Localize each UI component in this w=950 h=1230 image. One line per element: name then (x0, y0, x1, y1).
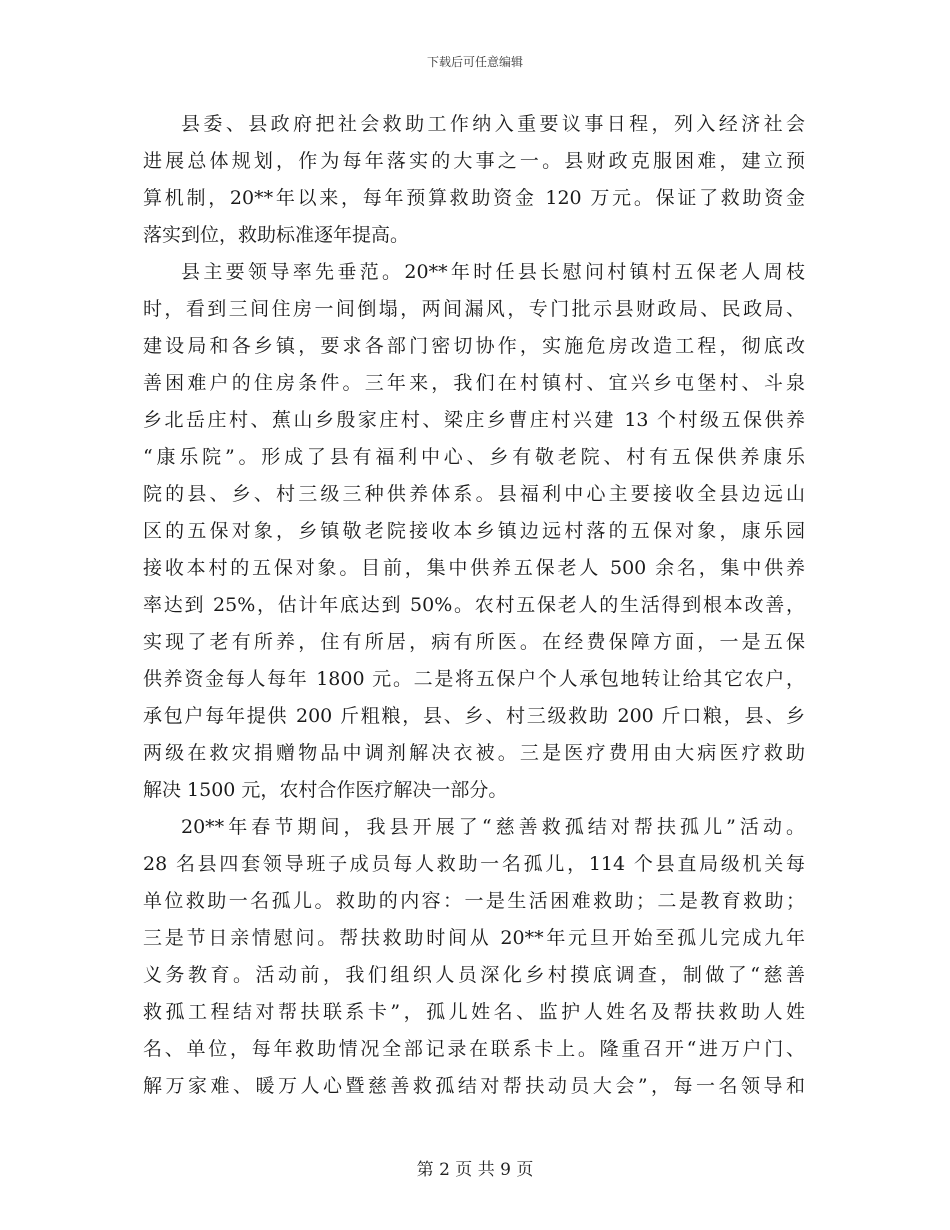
text-line: 算机制，20**年以来，每年预算救助资金 120 万元。保证了救助资金 (143, 187, 805, 209)
text-line: 供养资金每人每年 1800 元。二是将五保户个人承包地转让给其它农户， (143, 668, 805, 690)
document-body (143, 106, 805, 1105)
text-line: 县委、县政府把社会救助工作纳入重要议事日程，列入经济社会 (181, 113, 805, 135)
page-header: 下载后可任意编辑 (426, 55, 523, 69)
text-line: 承包户每年提供 200 斤粗粮，县、乡、村三级救助 200 斤口粮，县、乡 (143, 705, 805, 727)
text-line: 救孤工程结对帮扶联系卡”，孤儿姓名、监护人姓名及帮扶救助人姓 (143, 1001, 805, 1023)
text-line: 实现了老有所养，住有所居，病有所医。在经费保障方面，一是五保 (143, 631, 805, 653)
page-number-footer: 第 2 页 共 9 页 (416, 1160, 534, 1180)
text-line: 三是节日亲情慰问。帮扶救助时间从 20**年元旦开始至孤儿完成九年 (143, 927, 805, 949)
text-line: 落实到位，救助标准逐年提高。 (143, 224, 410, 246)
text-line: 进展总体规划，作为每年落实的大事之一。县财政克服困难，建立预 (143, 150, 805, 172)
text-line: 义务教育。活动前，我们组织人员深化乡村摸底调查，制做了“慈善 (143, 964, 805, 986)
text-line: 率达到 25%，估计年底达到 50%。农村五保老人的生活得到根本改善， (143, 594, 805, 616)
text-line: 建设局和各乡镇，要求各部门密切协作，实施危房改造工程，彻底改 (143, 335, 805, 357)
text-line: 名、单位，每年救助情况全部记录在联系卡上。隆重召开“进万户门、 (143, 1038, 805, 1060)
text-line: 单位救助一名孤儿。救助的内容：一是生活困难救助；二是教育救助； (143, 890, 805, 912)
text-line: 20**年春节期间，我县开展了“慈善救孤结对帮扶孤儿”活动。 (181, 816, 805, 838)
text-line: 28 名县四套领导班子成员每人救助一名孤儿，114 个县直局级机关每 (143, 853, 805, 875)
text-line: 解决 1500 元，农村合作医疗解决一部分。 (143, 779, 508, 801)
text-line: 院的县、乡、村三级三种供养体系。县福利中心主要接收全县边远山 (143, 483, 805, 505)
text-line: 善困难户的住房条件。三年来，我们在村镇村、宜兴乡屯堡村、斗泉 (143, 372, 805, 394)
text-line: 解万家难、暖万人心暨慈善救孤结对帮扶动员大会”，每一名领导和 (143, 1075, 805, 1097)
text-line: 区的五保对象，乡镇敬老院接收本乡镇边远村落的五保对象，康乐园 (143, 520, 805, 542)
text-line: 县主要领导率先垂范。20**年时任县长慰问村镇村五保老人周枝 (181, 261, 805, 283)
text-line: 接收本村的五保对象。目前，集中供养五保老人 500 余名，集中供养 (143, 557, 805, 579)
text-line: 时，看到三间住房一间倒塌，两间漏风，专门批示县财政局、民政局、 (143, 298, 805, 320)
text-line: 两级在救灾捐赠物品中调剂解决衣被。三是医疗费用由大病医疗救助 (143, 742, 805, 764)
text-line: 乡北岳庄村、蕉山乡殷家庄村、梁庄乡曹庄村兴建 13 个村级五保供养 (143, 409, 805, 431)
text-line: “康乐院”。形成了县有福利中心、乡有敬老院、村有五保供养康乐 (143, 446, 805, 468)
